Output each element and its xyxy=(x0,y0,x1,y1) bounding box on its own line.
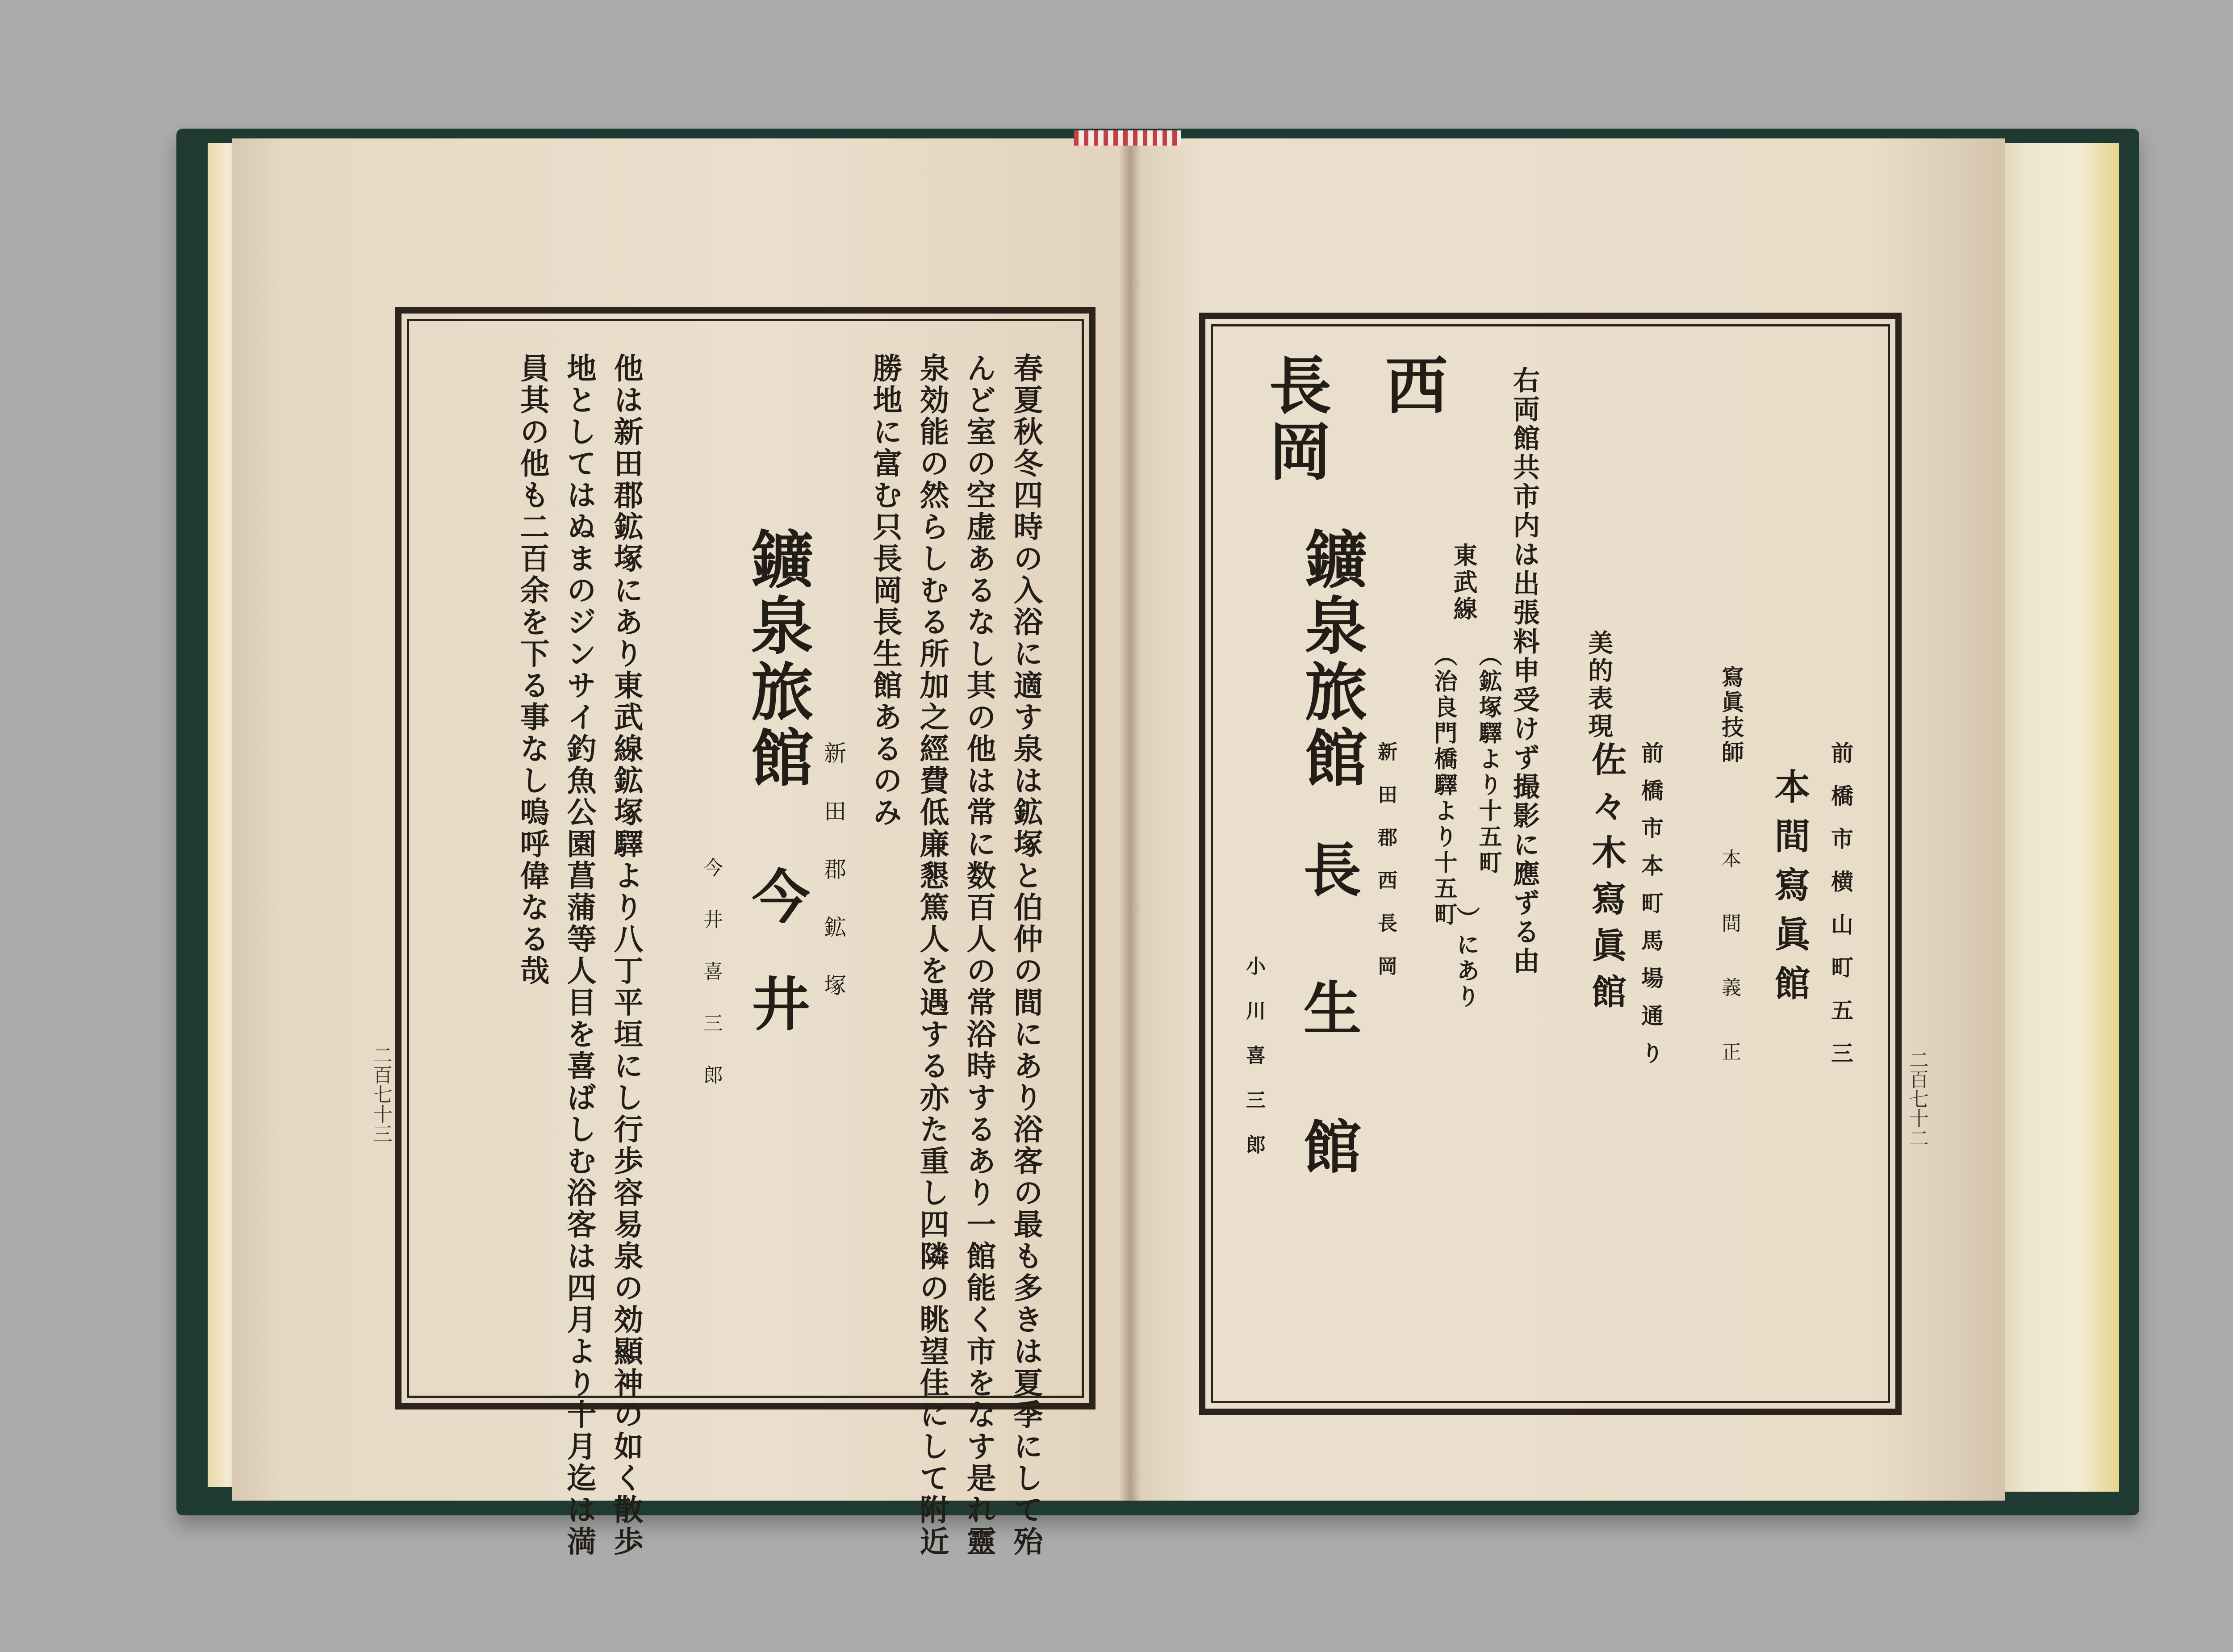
inn-place-left: 西 xyxy=(1375,353,1448,419)
inn-name: 長生館 xyxy=(1294,840,1362,1255)
inn-access-2: （治良門橋驛より十五町 xyxy=(1430,643,1457,928)
left-page-number: 二百七十三 xyxy=(369,1045,392,1143)
branch-address: 前橋市本町馬場通り xyxy=(1638,741,1664,1079)
left-inn-address: 新田郡鉱塚 xyxy=(820,741,846,1032)
inn-access-1: （鉱塚驛より十五町 xyxy=(1475,643,1502,876)
left-proprietor-surname: 今井 xyxy=(742,866,811,1081)
left-body-line-3: 泉効能の然らしむる所加之經費低廉懇篤人を遇する亦た重し四隣の眺望佳にして附近 xyxy=(915,353,949,1558)
left-body-line-1: 春夏秋冬四時の入浴に適す泉は鉱塚と伯仲の間にあり浴客の最も多きは夏季にして殆 xyxy=(1008,353,1043,1558)
headband xyxy=(1074,130,1181,146)
studio-technician-name: 本間義正 xyxy=(1718,849,1741,1106)
inn-address: 新田郡西長岡 xyxy=(1374,741,1397,999)
inn-line-label: 東武線 xyxy=(1450,543,1478,623)
studio-name: 本間寫眞館 xyxy=(1769,768,1811,1014)
inn-type: 鑛泉旅館 xyxy=(1294,527,1367,791)
right-page-number: 二百七十二 xyxy=(1906,1050,1928,1148)
left-body-line-4: 勝地に富む只長岡長生館あるのみ xyxy=(868,353,903,828)
inn-proprietor: 小川喜三郎 xyxy=(1242,956,1265,1179)
left-note-line-3: 員其の他も二百余を下る事なし嗚呼偉なる哉 xyxy=(515,353,550,987)
inn-place-right: 長岡 xyxy=(1259,353,1332,485)
branch-name: 佐々木寫眞館 xyxy=(1586,741,1627,1020)
left-note-line-1: 他は新田郡鉱塚にあり東武線鉱塚驛より八丁平垣にし行歩容易泉の効顯神の如く散歩 xyxy=(609,353,644,1558)
inn-access-suffix: ）にあり xyxy=(1452,907,1480,1010)
studio-service-note: 右両館共市内は出張料申受けず撮影に應ずる由 xyxy=(1509,366,1540,976)
left-body-line-2: んど室の空虚あるなし其の他は常に数百人の常浴時するあり一館能く市をなす是れ靈 xyxy=(962,353,996,1558)
studio-technician-label: 寫眞技師 xyxy=(1718,665,1744,765)
right-page-edges xyxy=(1985,143,2119,1492)
studio-address: 前橋市横山町五三 xyxy=(1827,741,1854,1084)
studio-motto: 美的表現 xyxy=(1584,630,1614,740)
book-gutter xyxy=(1119,134,1141,1501)
left-note-line-2: 地としてはぬまのジンサイ釣魚公園菖蒲等人目を喜ばしむ浴客は四月より十月迄は満 xyxy=(562,353,597,1558)
left-inn-name: 鑛泉旅館 xyxy=(740,527,814,791)
left-proprietor-full: 今井喜三郎 xyxy=(700,857,723,1117)
